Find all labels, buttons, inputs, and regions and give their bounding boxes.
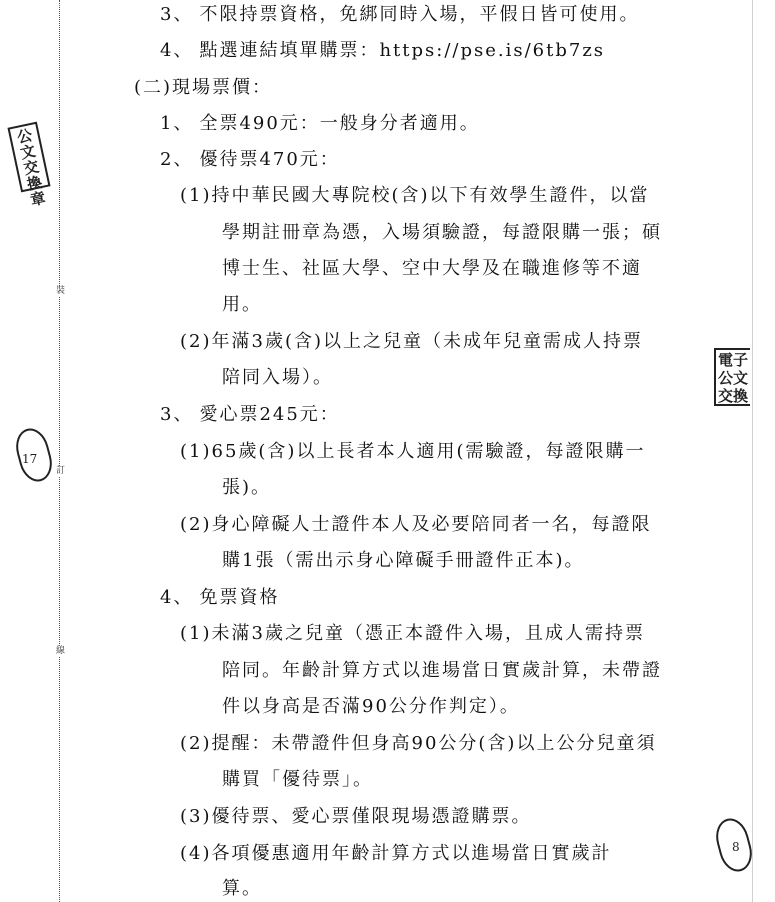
- line-text: 65歲(含)以上長者本人適用(需驗證，每證限購一: [211, 441, 646, 462]
- line-number: (2): [180, 331, 212, 352]
- page-stamp-number-right: 8: [732, 840, 740, 854]
- binding-char-xian: 線: [56, 646, 66, 656]
- doc-line: [180, 331, 643, 353]
- doc-line-continued: [222, 769, 373, 791]
- doc-line: [160, 40, 605, 62]
- section-title: 現場票價：: [172, 77, 273, 98]
- line-text: 陪同。年齡計算方式以進場當日實歲計算，未帶證: [222, 660, 662, 681]
- line-text: 全票490元：一般身分者適用。: [199, 113, 480, 134]
- section-heading: [134, 77, 272, 99]
- line-number: (2): [180, 514, 212, 535]
- doc-line-continued: [222, 258, 642, 280]
- line-number: (1): [180, 623, 212, 644]
- doc-line: [180, 843, 612, 865]
- doc-line-continued: [222, 878, 262, 900]
- line-number: 3、: [160, 4, 194, 25]
- line-text: 購1張（需出示身心障礙手冊證件正本)。: [222, 550, 585, 571]
- line-text: 未滿3歲之兒童（憑正本證件入場，且成人需持票: [211, 623, 645, 644]
- line-text: 身心障礙人士證件本人及必要陪同者一名，每證限: [211, 514, 652, 535]
- line-text: 學期註冊章為憑，入場須驗證，每證限購一張；碩: [222, 222, 662, 243]
- doc-line-continued: [222, 660, 662, 682]
- doc-line: [160, 587, 279, 609]
- doc-line: [180, 514, 652, 536]
- line-text: 算。: [222, 878, 262, 899]
- doc-line: [160, 149, 340, 171]
- line-number: 1、: [160, 113, 194, 134]
- doc-line: [160, 4, 639, 26]
- line-number: 4、: [160, 587, 194, 608]
- line-text: 優待票、愛心票僅限現場憑證購票。: [211, 806, 532, 827]
- doc-line-continued: [222, 477, 271, 499]
- line-text: 陪同入場）。: [222, 367, 333, 388]
- doc-line-continued: [222, 367, 333, 389]
- line-text: 點選連結填單購票：https://pse.is/6tb7zs: [199, 40, 606, 61]
- line-text: 張)。: [222, 477, 272, 498]
- binding-line: [59, 0, 60, 902]
- doc-line-continued: [222, 550, 584, 572]
- doc-line: [180, 733, 656, 755]
- line-text: 博士生、社區大學、空中大學及在職進修等不適: [222, 258, 642, 279]
- line-text: 購買「優待票」。: [222, 769, 373, 790]
- binding-char-zhuang: 裝: [56, 286, 66, 296]
- doc-line: [180, 623, 645, 645]
- binding-char-ding: 訂: [56, 466, 66, 476]
- line-text: 件以身高是否滿90公分作判定）。: [222, 696, 520, 717]
- doc-line: [180, 806, 532, 828]
- line-text: 用。: [222, 294, 262, 315]
- doc-line: [160, 404, 340, 426]
- doc-line: [180, 441, 645, 463]
- doc-line: [160, 113, 480, 135]
- line-text: 各項優惠適用年齡計算方式以進場當日實歲計: [211, 843, 612, 864]
- line-text: 優待票470元：: [199, 149, 340, 170]
- line-number: (3): [180, 806, 212, 827]
- line-number: 3、: [160, 404, 194, 425]
- adjacent-page-edge: [752, 0, 775, 902]
- line-text: 愛心票245元：: [199, 404, 340, 425]
- exchange-seal-left: 公文交換章: [7, 122, 50, 193]
- line-number: (4): [180, 843, 212, 864]
- doc-line-continued: [222, 696, 520, 718]
- exchange-seal-right: 電子公文交換: [714, 348, 750, 406]
- page-stamp-number-left: 17: [22, 452, 38, 466]
- line-text: 免票資格: [199, 587, 280, 608]
- doc-line-continued: [222, 222, 662, 244]
- section-number: (二): [134, 77, 173, 98]
- line-number: (2): [180, 733, 212, 754]
- line-number: (1): [180, 441, 212, 462]
- line-number: (1): [180, 185, 212, 206]
- line-text: 提醒：未帶證件但身高90公分(含)以上公分兒童須: [211, 733, 657, 754]
- line-text: 持中華民國大專院校(含)以下有效學生證件，以當: [211, 185, 650, 206]
- line-text: 不限持票資格，免綁同時入場，平假日皆可使用。: [199, 4, 640, 25]
- line-text: 年滿3歲(含)以上之兒童（未成年兒童需成人持票: [211, 331, 643, 352]
- doc-line: [180, 185, 650, 207]
- line-number: 2、: [160, 149, 194, 170]
- doc-line-continued: [222, 294, 262, 316]
- line-number: 4、: [160, 40, 194, 61]
